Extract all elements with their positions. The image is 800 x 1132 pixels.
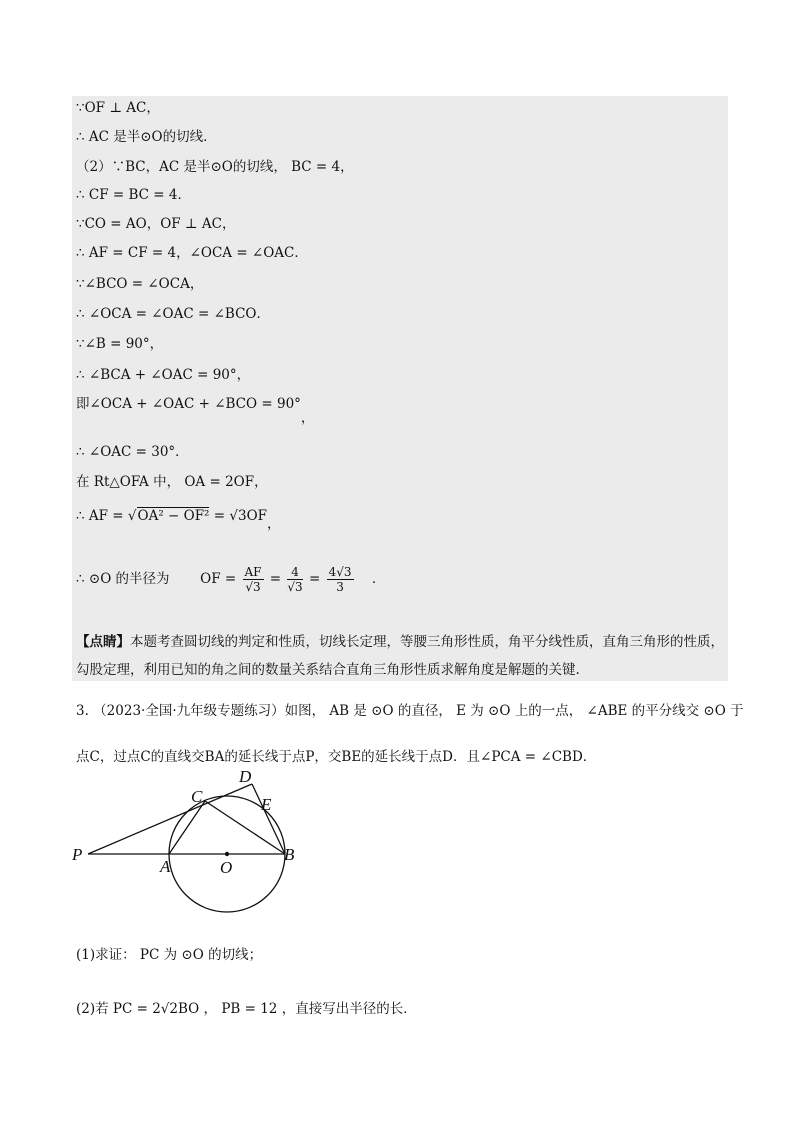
fraction-4sqrt3-3: $\frac{4√3}{3}$	[328, 565, 352, 594]
label-o: O	[220, 858, 233, 877]
solution-line-14-a: ∴ AF =	[76, 508, 128, 524]
solution-line-14-comma: ，	[267, 516, 281, 532]
period: ．	[371, 571, 386, 587]
comment-tag: 【点睛】	[76, 634, 130, 650]
solution-line-13: 在 Rt△OFA 中， OA = 2OF，	[76, 474, 268, 490]
solution-line-14-c: = √3OF	[209, 508, 268, 524]
solution-line-8: ∴ ∠OCA = ∠OAC = ∠BCO．	[76, 306, 270, 322]
question-1: (1)求证： PC 为 ⊙O 的切线；	[76, 947, 263, 963]
question-2: (2)若 PC = 2√2BO ， PB = 12 ，直接写出半径的长．	[76, 1001, 417, 1017]
solution-line-1: ∵OF ⊥ AC，	[76, 100, 160, 116]
label-a: A	[160, 857, 171, 876]
comment-block	[76, 628, 726, 684]
solution-line-7: ∵∠BCO = ∠OCA，	[76, 276, 204, 292]
solution-line-5: ∵CO = AO，OF ⊥ AC，	[76, 216, 236, 232]
label-p: P	[72, 845, 83, 864]
equals-2: =	[304, 571, 325, 587]
problem-line-2: 点C，过点C的直线交BA的延长线于点P，交BE的延长线于点D．且∠PCA = ∠CBD．	[76, 749, 597, 765]
label-e: E	[261, 795, 272, 814]
fraction-4-sqrt3: $\frac{4}{√3}$	[287, 565, 303, 594]
solution-line-15	[76, 565, 385, 594]
label-c: C	[191, 787, 203, 806]
solution-line-6: ∴ AF = CF = 4，∠OCA = ∠OAC．	[76, 245, 308, 261]
solution-line-11	[76, 395, 315, 426]
solution-line-15-b: OF =	[200, 571, 241, 587]
solution-line-12: ∴ ∠OAC = 30°．	[76, 444, 189, 460]
solution-line-15-a: ∴ ⊙O 的半径为	[76, 571, 170, 587]
solution-line-2: ∴ AC 是半⊙O的切线．	[76, 129, 217, 145]
line-ca	[169, 801, 205, 854]
comment-text: 本题考查圆切线的判定和性质，切线长定理，等腰三角形性质，角平分线性质，直角三角形的性质，勾股定理，利用已知的角之间的数量关系结合直角三角形性质求解角度是解题的关键.	[76, 634, 724, 678]
fraction-af-sqrt3: $\frac{AF}{√3}$	[244, 565, 262, 594]
solution-line-10: ∴ ∠BCA + ∠OAC = 90°，	[76, 367, 251, 383]
label-b: B	[284, 845, 295, 864]
geometry-figure	[60, 760, 360, 920]
solution-line-4: ∴ CF = BC = 4．	[76, 187, 191, 203]
solution-line-3: （2）∵BC，AC 是半⊙O的切线， BC = 4，	[76, 159, 354, 175]
solution-line-9: ∵∠B = 90°，	[76, 336, 164, 352]
solution-line-11-text: 即∠OCA + ∠OAC + ∠BCO = 90°	[76, 396, 301, 412]
sqrt-radical: √	[127, 508, 137, 524]
center-point-o	[225, 852, 229, 856]
solution-line-14	[76, 507, 281, 532]
solution-line-11-comma: ，	[300, 410, 315, 426]
problem-line-1: 3. （2023·全国·九年级专题练习）如图， AB 是 ⊙O 的直径， E 为 ⊙O 上的一点， ∠ABE 的平分线交 ⊙O 于	[76, 703, 744, 719]
sqrt-expression: OA² − OF²	[137, 508, 210, 524]
equals-1: =	[265, 571, 286, 587]
label-d: D	[239, 767, 252, 786]
